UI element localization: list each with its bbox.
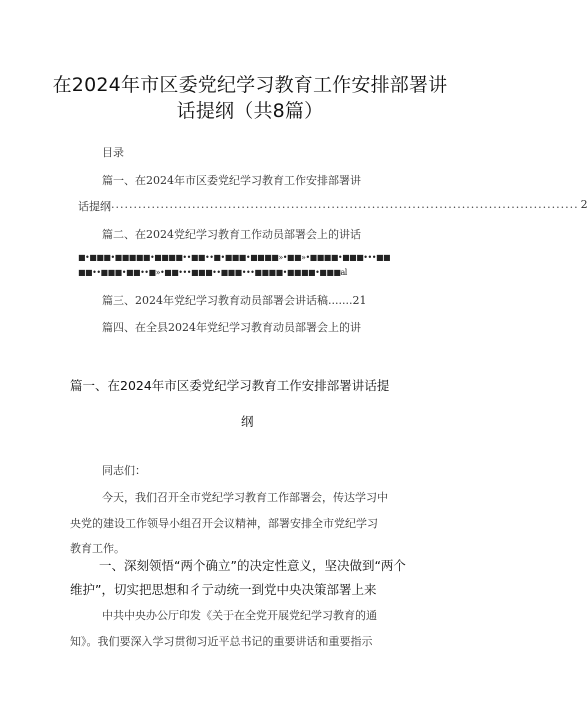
toc-item-1-page: 2 <box>580 198 588 211</box>
toc-item-1-text: 话提纲 <box>78 200 111 213</box>
greeting: 同志们： <box>102 464 146 477</box>
toc-item-2: 篇二、在2024党纪学习教育工作动员部署会上的讲话 <box>102 228 361 241</box>
toc-item-2-garbled-line2: ■■••■■■•■■••■»•■■•••■■■••■■■•••■■■■•■■■■•■■■al <box>78 268 347 277</box>
heading-1-line2: 维护”，切实把思想和彳亍动统一到党中央决策部署上来 <box>70 582 377 597</box>
heading-1-line1: 一、深刻领悟“两个确立”的决定性意义，坚决做到“两个 <box>99 558 406 573</box>
paragraph-2-line1: 中共中央办公厅印发《关于在全党开展党纪学习教育的通 <box>102 609 377 622</box>
toc-item-3: 篇三、2024年党纪学习教育动员部署会讲话稿.......21 <box>102 294 367 307</box>
toc-item-4: 篇四、在全县2024年党纪学习教育动员部署会上的讲 <box>102 321 361 334</box>
toc-heading: 目录 <box>102 146 124 159</box>
document-title-line2: 话提纲（共8篇） <box>176 100 324 122</box>
section-title-line2: 纲 <box>241 414 254 429</box>
toc-item-1: 篇一、在2024年市区委党纪学习教育工作安排部署讲 <box>102 174 361 187</box>
section-title-line1: 篇一、在2024年市区委党纪学习教育工作安排部署讲话提 <box>70 378 390 393</box>
paragraph-1-line2: 央党的建设工作领导小组召开会议精神，部署安排全市党纪学习 <box>70 517 378 530</box>
toc-item-1-continuation <box>78 198 588 214</box>
document-title-line1: 在2024年市区委党纪学习教育工作安排部署讲 <box>52 74 448 96</box>
toc-item-2-garbled-line1: ■•■■■•■■■■■•■■■■••■■••■•■■■•■■■■»•■■»•■■■■•■■■•••■■ <box>78 253 391 262</box>
paragraph-2-line2: 知》。我们要深入学习贯彻习近平总书记的重要讲话和重要指示 <box>70 635 373 648</box>
paragraph-1-line1: 今天，我们召开全市党纪学习教育工作部署会，传达学习中 <box>102 491 388 504</box>
toc-leader-dots: ........................................................................................................ <box>111 198 579 211</box>
paragraph-1-line3: 教育工作。 <box>70 542 125 555</box>
